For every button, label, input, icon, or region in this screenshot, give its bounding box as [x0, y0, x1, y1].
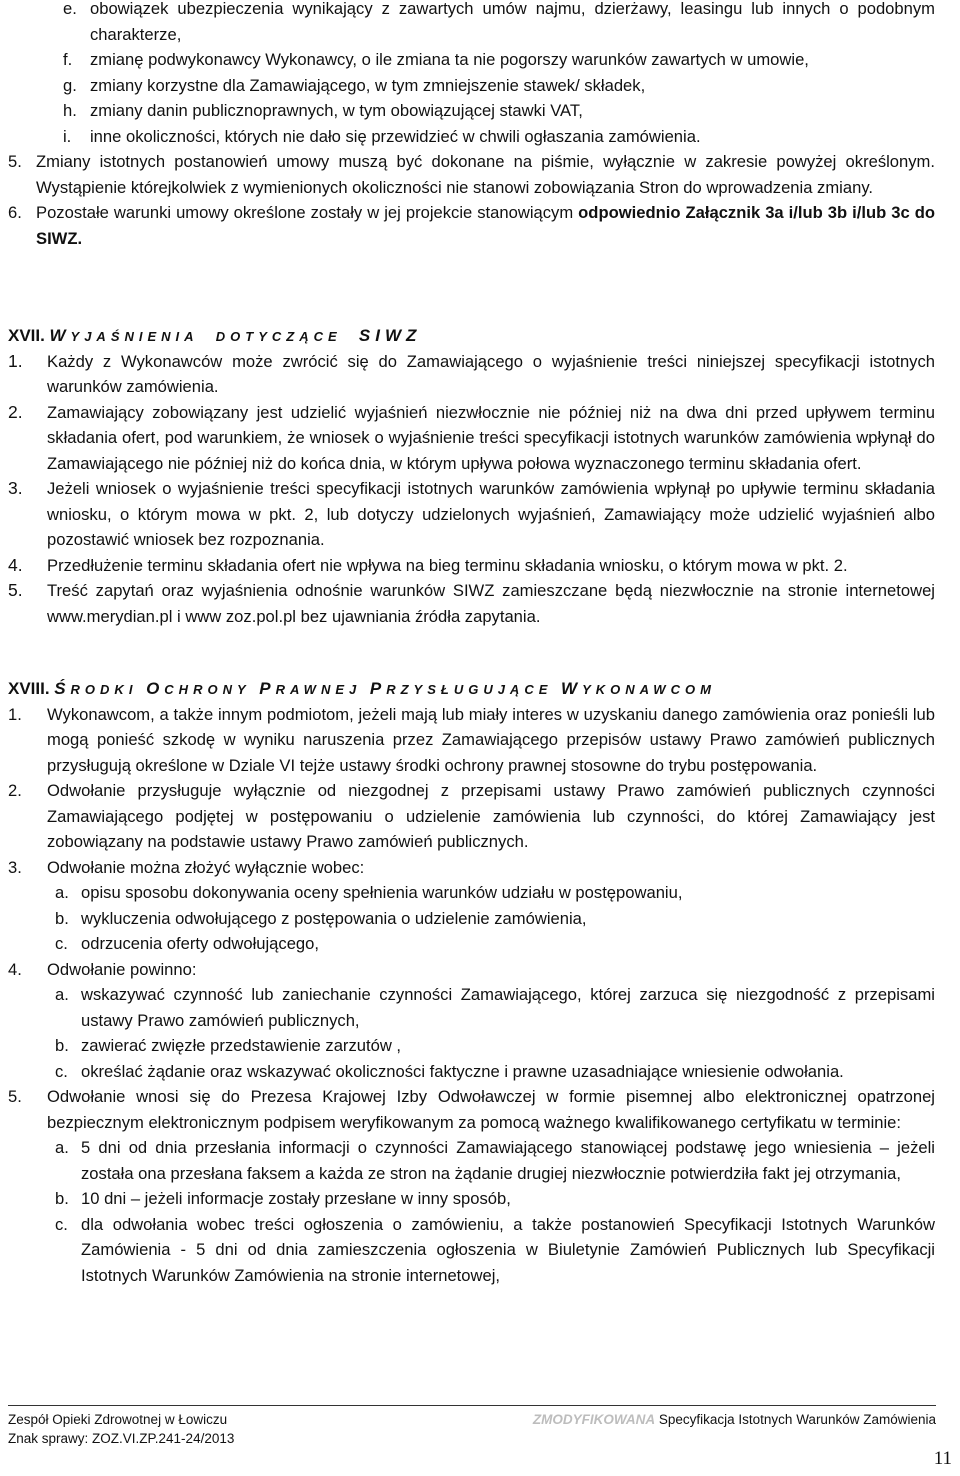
section-xviii-item-4 [8, 957, 935, 983]
section-xvii-item-1 [8, 349, 935, 400]
section-xviii-item-3b [8, 906, 935, 932]
list-item-g [8, 73, 935, 99]
paragraph-number: 6. [8, 203, 22, 222]
section-xviii-item-3a [8, 880, 935, 906]
section-xviii-item-5a [8, 1135, 935, 1186]
section-title [54, 679, 716, 698]
title-cap: P [259, 679, 276, 698]
item-text: Jeżeli wniosek o wyjaśnienie treści specyfikacji istotnych warunków zamówienia wpłynął po upływie terminu składania wniosku, o którym mowa w pkt. 2, lub dotyczy udzielonych wyjaśnień, Zamawiający może udzielić wyjaśnień albo pozostawić wniosek bez rozpoznania. [47, 479, 935, 549]
top-list [8, 0, 935, 251]
section-xviii-item-5 [8, 1084, 935, 1135]
list-item-f [8, 47, 935, 73]
footer-organization: Zespół Opieki Zdrowotnej w Łowiczu [8, 1412, 228, 1427]
item-text: Odwołanie wnosi się do Prezesa Krajowej Izby Odwoławczej w formie pisemnej albo elektronicznej opatrzonej bezpiecznym elektronicznym podpisem weryfikowanym za pomocą ważnego kwalifikowanego certyfikatu w terminie: [47, 1087, 935, 1132]
title-rest: YKONAWCOM [582, 682, 716, 697]
item-text: Wykonawcom, a także innym podmiotom, jeżeli mają lub miały interes w uzyskaniu danego zamówienia oraz ponieśli lub mogą ponieść szkodę w wyniku naruszenia przez Zamawiającego przepisów ustawy Prawo zamówień publicznych przysługują określone w Dziale VI tejże ustawy środki ochrony prawnej stosowne do trybu postępowania. [47, 704, 935, 775]
section-xviii-item-4c [8, 1059, 935, 1085]
sub-item-number: b. [55, 1189, 69, 1208]
section-xvii-item-3 [8, 476, 935, 553]
title-rest: CHRONY [164, 682, 251, 697]
list-item-text: zmianę podwykonawcy Wykonawcy, o ile zmiana ta nie pogorszy warunków zawartych w umowie, [90, 50, 809, 69]
item-text: Przedłużenie terminu składania ofert nie wpływa na bieg terminu składania wniosku, o którym mowa w pkt. 2. [47, 555, 848, 575]
list-item-number: f. [63, 50, 73, 69]
paragraph-6 [8, 200, 935, 251]
item-text: Odwołanie można złożyć wyłącznie wobec: [47, 857, 365, 877]
list-item-text: zmiany danin publicznoprawnych, w tym obowiązującej stawki VAT, [90, 101, 583, 120]
sub-item-text: dla odwołania wobec treści ogłoszenia o zamówieniu, a także postanowień Specyfikacji Istotnych Warunków Zamówienia - 5 dni od dnia zamieszczenia ogłoszenia w Biuletynie Zamówień Publicznych lub Specyfikacji Istotnych Warunków Zamówienia na stronie internetowej, [81, 1214, 935, 1285]
sub-item-number: a. [55, 883, 69, 902]
list-item-number: i. [63, 126, 72, 146]
section-xviii-item-3 [8, 855, 935, 881]
item-number: 2. [8, 781, 22, 800]
sub-item-number: b. [55, 1036, 69, 1055]
list-item-e [8, 0, 935, 47]
sub-item-text: opisu sposobu dokonywania oceny spełnienia warunków udziału w postępowaniu, [81, 883, 683, 902]
title-cap: O [146, 679, 165, 698]
title-rest: YJAŚNIENIA [70, 329, 199, 344]
section-xviii-item-5c [8, 1212, 935, 1289]
title-rest: RZYSŁUGUJĄCE [386, 682, 553, 697]
section-number: XVIII. [8, 679, 50, 698]
section-xvii-item-4 [8, 553, 935, 579]
footer-modified-label: ZMODYFIKOWANA [532, 1412, 656, 1427]
item-number: 5. [8, 1087, 22, 1106]
section-xviii [8, 676, 935, 1288]
list-item-number: g. [63, 75, 77, 95]
list-item-i [8, 124, 935, 150]
paragraph-text: Zmiany istotnych postanowień umowy muszą być dokonane na piśmie, wyłącznie w zakresie powyżej określonym. Wystąpienie którejkolwiek z wymienionych okoliczności nie stanowi zobowiązania Stron do wprowadzenia zmiany. [36, 152, 935, 197]
section-xviii-item-3c [8, 931, 935, 957]
item-number: 4. [8, 959, 22, 979]
sub-item-number: c. [55, 934, 68, 953]
title-rest: RAWNEJ [275, 682, 362, 697]
list-item-number: e. [63, 0, 77, 18]
sub-item-number: a. [55, 985, 69, 1004]
sub-item-number: a. [55, 1138, 69, 1157]
sub-item-text: 10 dni – jeżeli informacje zostały przesłane w inny sposób, [81, 1189, 511, 1208]
sub-item-text: określać żądanie oraz wskazywać okoliczności faktyczne i prawne uzasadniające wniesienie odwołania. [81, 1061, 844, 1081]
section-xviii-item-5b [8, 1186, 935, 1212]
item-number: 3. [8, 857, 22, 877]
section-xviii-item-2 [8, 778, 935, 855]
item-number: 4. [8, 554, 23, 575]
title-rest: RODKI [70, 682, 138, 697]
paragraph-5 [8, 149, 935, 200]
page-number: 11 [933, 1448, 952, 1469]
sub-item-number: c. [55, 1061, 68, 1081]
section-title [49, 326, 422, 345]
sub-item-text: zawierać zwięzłe przedstawienie zarzutów , [81, 1036, 402, 1055]
section-xviii-item-4a [8, 982, 935, 1033]
sub-item-number: b. [55, 908, 69, 928]
section-xvii-heading [8, 323, 935, 350]
item-text: Zamawiający zobowiązany jest udzielić wyjaśnień niezwłocznie nie później niż na dwa dni przed upływem terminu składania ofert, pod warunkiem, że wniosek o wyjaśnienie treści specyfikacji istotnych warunków zamówienia wpłynął do Zamawiającego nie później niż do końca dnia, w którym upływa połowa wyznaczonego terminu składania ofert. [47, 402, 935, 473]
page-footer [8, 1405, 936, 1446]
footer-title-text: Specyfikacja Istotnych Warunków Zamówienia [655, 1412, 936, 1427]
section-xvii-item-5 [8, 578, 935, 629]
section-xviii-item-4b [8, 1033, 935, 1059]
section-xvii-item-2 [8, 400, 935, 477]
item-number: 1. [8, 704, 22, 724]
paragraph-text-bold: odpowiednio Załącznik 3a i/lub 3b i/lub 3c do SIWZ. [36, 203, 935, 248]
list-item-h [8, 98, 935, 124]
paragraph-text-plain: Pozostałe warunki umowy określone zostały w jej projekcie stanowiącym [36, 203, 579, 222]
section-xvii [8, 323, 935, 629]
list-item-text: obowiązek ubezpieczenia wynikający z zawartych umów najmu, dzierżawy, leasingu lub innych o podobnym charakterze, [90, 0, 935, 44]
item-text: Treść zapytań oraz wyjaśnienia odnośnie warunków SIWZ zamieszczane będą niezwłocznie na stronie internetowej www.merydian.pl i www zoz.pol.pl bez ujawniania źródła zapytania. [47, 581, 935, 626]
section-number: XVII. [8, 326, 45, 345]
item-text: Odwołanie przysługuje wyłącznie od niezgodnej z przepisami ustawy Prawo zamówień publicznych czynności Zamawiającego podjętej w postępowaniu o udzielenie zamówienia lub czynności, do której Zamawiający jest zobowiązany na podstawie ustawy Prawo zamówień publicznych. [47, 781, 935, 851]
footer-case-number: Znak sprawy: ZOZ.VI.ZP.241-24/2013 [8, 1431, 235, 1446]
item-number: 2. [8, 401, 23, 422]
title-cap: W [49, 326, 71, 345]
footer-document-title [533, 1410, 936, 1429]
item-text: Odwołanie powinno: [47, 959, 197, 979]
item-number: 5. [8, 580, 23, 600]
title-rest: DOTYCZĄCE [215, 329, 342, 344]
sub-item-text: odrzucenia oferty odwołującego, [81, 934, 319, 953]
item-text: Każdy z Wykonawców może zwrócić się do Zamawiającego o wyjaśnienie treści niniejszej specyfikacji istotnych warunków zamówienia. [47, 351, 935, 396]
title-cap: Ś [54, 679, 71, 698]
title-cap: P [369, 679, 387, 698]
sub-item-text: wskazywać czynność lub zaniechanie czynności Zamawiającego, której zarzuca się niezgodność z przepisami ustawy Prawo zamówień publicznych, [81, 985, 935, 1030]
title-cap: W [561, 679, 583, 698]
section-xviii-item-1 [8, 702, 935, 779]
section-xviii-heading [8, 676, 935, 703]
item-number: 3. [8, 478, 23, 498]
item-number: 1. [8, 350, 23, 371]
sub-item-number: c. [55, 1214, 68, 1234]
sub-item-text: 5 dni od dnia przesłania informacji o czynności Zamawiającego stanowiącej podstawę jego wniesienia – jeżeli została ona przesłana faksem a każda ze stron na żądanie drugiej niezwłocznie potwierdziła fakt jej otrzymania, [81, 1138, 935, 1183]
list-item-number: h. [63, 101, 77, 120]
paragraph-number: 5. [8, 152, 22, 171]
list-item-text: inne okoliczności, których nie dało się przewidzieć w chwili ogłaszania zamówienia. [90, 126, 701, 146]
list-item-text: zmiany korzystne dla Zamawiającego, w tym zmniejszenie stawek/ składek, [90, 75, 646, 95]
paragraph-text [36, 200, 935, 251]
sub-item-text: wykluczenia odwołującego z postępowania o udzielenie zamówienia, [81, 908, 587, 928]
title-cap: SIWZ [358, 326, 422, 345]
